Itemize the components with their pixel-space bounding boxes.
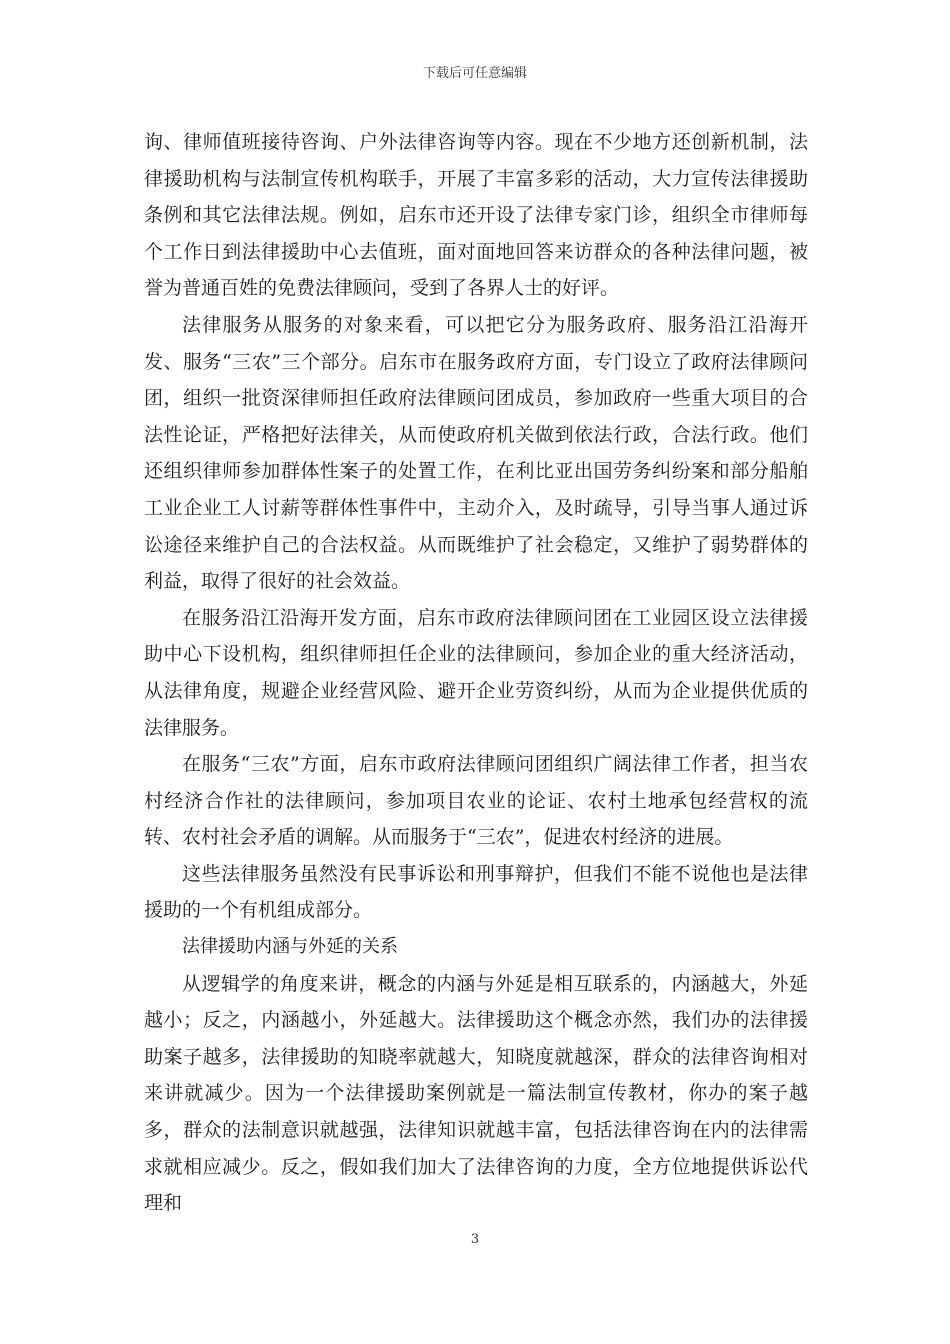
- paragraph-1: 询、律师值班接待咨询、户外法律咨询等内容。现在不少地方还创新机制，法律援助机构与法制宣传机构联手，开展了丰富多彩的活动，大力宣传法律援助条例和其它法律法规。例如，启东市还开设了法律专家门诊，组织全市律师每个工作日到法律援助中心去值班，面对面地回答来访群众的各种法律问题，被誉为普通百姓的免费法律顾问，受到了各界人士的好评。: [144, 131, 808, 300]
- page-number: 3: [470, 1232, 480, 1247]
- paragraph-2: 法律服务从服务的对象来看，可以把它分为服务政府、服务沿江沿海开发、服务“三农”三个部分。启东市在服务政府方面，专门设立了政府法律顾问团，组织一批资深律师担任政府法律顾问团成员，参加政府一些重大项目的合法性论证，严格把好法律关，从而使政府机关做到依法行政，合法行政。他们还组织律师参加群体性案子的处置工作，在利比亚出国劳务纠纷案和部分船舶工业企业工人讨薪等群体性事件中，主动介入，及时疏导，引导当事人通过诉讼途径来维护自己的合法权益。从而既维护了社会稳定，又维护了弱势群体的利益，取得了很好的社会效益。: [144, 313, 808, 593]
- paragraph-4: 在服务“三农”方面，启东市政府法律顾问团组织广阔法律工作者，担当农村经济合作社的法律顾问，参加项目农业的论证、农村土地承包经营权的流转、农村社会矛盾的调解。从而服务于“三农”，促进农村经济的进展。: [144, 753, 808, 849]
- paragraph-6: 从逻辑学的角度来讲，概念的内涵与外延是相互联系的，内涵越大，外延越小；反之，内涵越小，外延越大。法律援助这个概念亦然，我们办的法律援助案子越多，法律援助的知晓率就越大，知晓度就越深，群众的法律咨询相对来讲就减少。因为一个法律援助案例就是一篇法制宣传教材，你办的案子越多，群众的法制意识就越强，法律知识就越丰富，包括法律咨询在内的法律需求就相应减少。反之，假如我们加大了法律咨询的力度，全方位地提供诉讼代理和: [144, 972, 808, 1215]
- document-body: [144, 124, 808, 1222]
- page-header: 下载后可任意编辑: [422, 66, 527, 81]
- section-heading: 法律援助内涵与外延的关系: [182, 936, 398, 958]
- paragraph-3: 在服务沿江沿海开发方面，启东市政府法律顾问团在工业园区设立法律援助中心下设机构，组织律师担任企业的法律顾问，参加企业的重大经济活动，从法律角度，规避企业经营风险、避开企业劳资纠纷，从而为企业提供优质的法律服务。: [144, 606, 808, 739]
- paragraph-5: 这些法律服务虽然没有民事诉讼和刑事辩护，但我们不能不说他也是法律援助的一个有机组成部分。: [144, 862, 808, 922]
